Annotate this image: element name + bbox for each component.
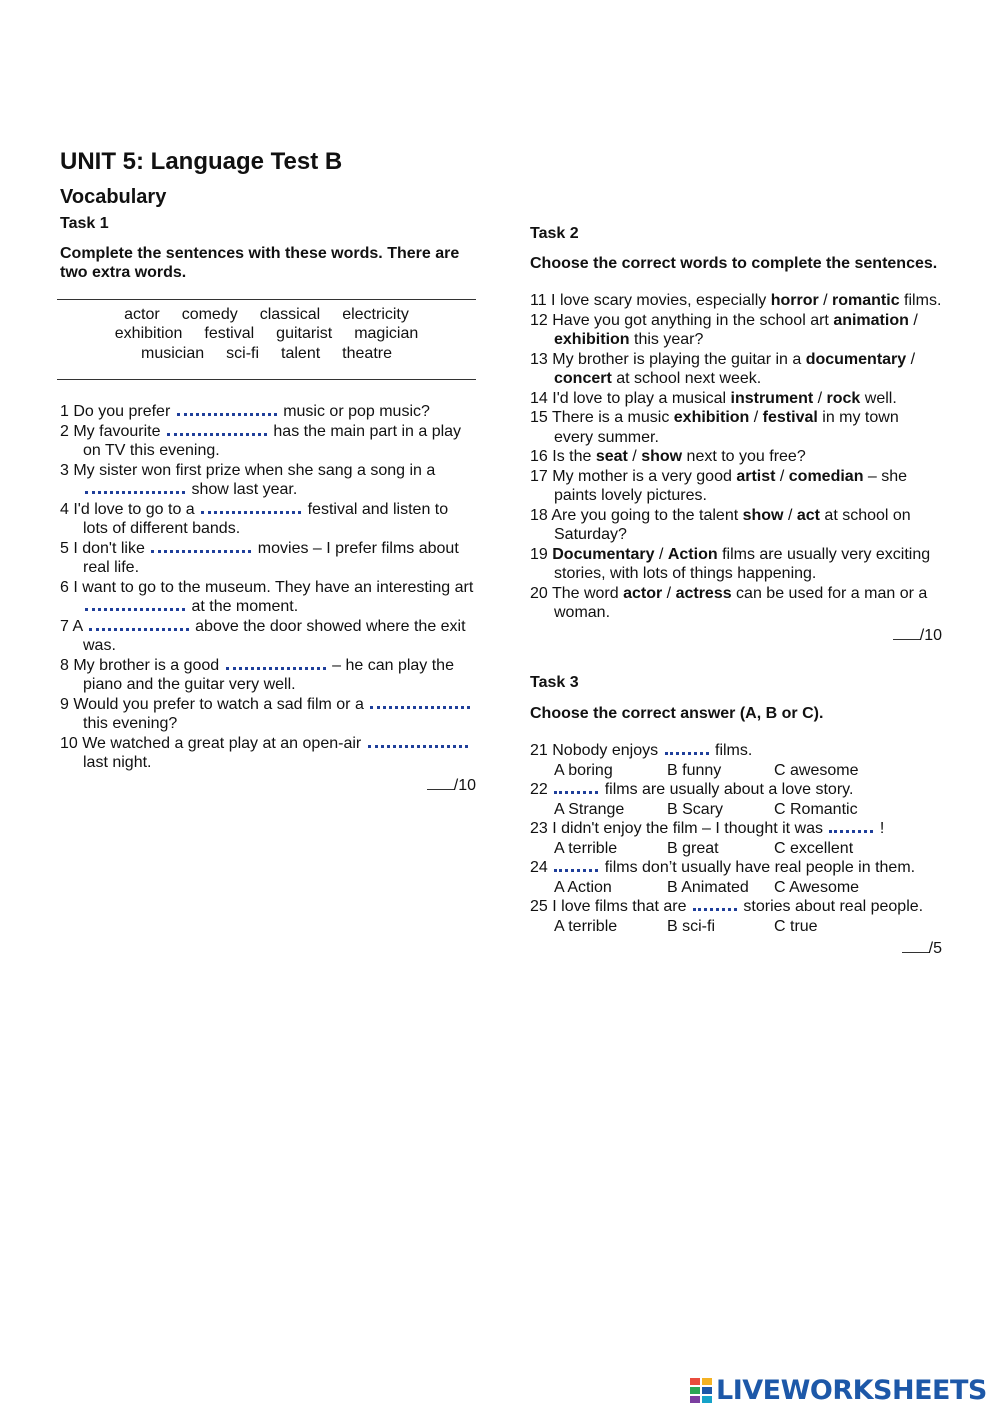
word: exhibition (114, 325, 183, 342)
choice-2[interactable]: festival (762, 409, 818, 426)
question-23: 23 I didn't enjoy the film – I thought it was ! A terrible B great C excellent (530, 819, 942, 858)
task1-score: /10 (60, 775, 476, 796)
word: theatre (342, 344, 392, 362)
task3-score: /5 (530, 938, 942, 959)
task2-instruction: Choose the correct words to complete the sentences. (530, 254, 938, 272)
answer-blank-10[interactable] (368, 736, 468, 748)
choice-2[interactable]: romantic (832, 292, 900, 309)
answer-blank-21[interactable] (665, 743, 709, 755)
word: sci-fi (226, 344, 260, 362)
question-22: 22 films are usually about a love story. A Strange B Scary C Romantic (530, 780, 942, 819)
liveworksheets-logo (690, 1375, 987, 1406)
score-line (893, 625, 920, 640)
answer-options (530, 839, 942, 859)
question-24: 24 films don’t usually have real people in them. A Action B Animated C Awesome (530, 858, 942, 897)
question-18: 18 Are you going to the talent show / act at school on Saturday? (530, 506, 911, 543)
logo-mark-icon (690, 1378, 712, 1403)
word: musician (141, 344, 205, 362)
answer-blank-2[interactable] (167, 424, 267, 436)
choice-2[interactable]: exhibition (554, 331, 630, 348)
task3-heading: Task 3 (530, 674, 579, 691)
question-9: 9 Would you prefer to watch a sad film or a this evening? (60, 695, 476, 734)
task1-column (60, 214, 476, 795)
answer-blank-23[interactable] (829, 821, 873, 833)
question-2: 2 My favourite has the main part in a play on TV this evening. (60, 422, 462, 459)
choice-1[interactable]: show (742, 506, 784, 524)
task3-instruction: Choose the correct answer (A, B or C). (530, 704, 824, 722)
option-a[interactable]: A terrible (554, 839, 618, 857)
task2-score: /10 (530, 625, 942, 646)
choice-1[interactable]: instrument (730, 389, 814, 407)
question-5: 5 I don't like movies – I prefer films about real life. (60, 539, 459, 576)
option-a[interactable]: A Action (554, 878, 612, 896)
choice-2[interactable]: actress (675, 584, 732, 602)
question-4: 4 I'd love to go to a festival and listen to lots of different bands. (60, 500, 449, 537)
choice-1[interactable]: documentary (805, 350, 907, 368)
question-13: 13 My brother is playing the guitar in a documentary / concert at school next week. (530, 350, 916, 387)
word: magician (354, 325, 419, 342)
answer-blank-3[interactable] (85, 482, 185, 494)
word-box (57, 299, 476, 381)
choice-1[interactable]: actor (623, 584, 663, 602)
question-17: 17 My mother is a very good artist / comedian – she paints lovely pictures. (530, 467, 908, 504)
choice-1[interactable]: artist (736, 467, 776, 485)
answer-blank-8[interactable] (226, 658, 326, 670)
choice-2[interactable]: Action (667, 545, 718, 563)
question-19: 19 Documentary / Action films are usually very exciting stories, with lots of things happening. (530, 545, 931, 582)
answer-blank-4[interactable] (201, 502, 301, 514)
word-row (57, 344, 476, 364)
word: festival (204, 325, 255, 342)
question-10: 10 We watched a great play at an open-air last night. (60, 734, 476, 773)
question-6: 6 I want to go to the museum. They have an interesting art at the moment. (60, 578, 474, 615)
task2-heading: Task 2 (530, 225, 579, 242)
answer-blank-22[interactable] (554, 782, 598, 794)
answer-blank-7[interactable] (89, 619, 189, 631)
answer-options (530, 800, 942, 820)
task2-3-column (530, 224, 942, 959)
logo-tile (690, 1387, 700, 1394)
option-c[interactable]: C excellent (774, 839, 854, 857)
option-b[interactable]: B funny (667, 761, 722, 779)
answer-blank-6[interactable] (85, 599, 185, 611)
option-c[interactable]: C true (774, 917, 818, 935)
choice-2[interactable]: show (641, 448, 683, 465)
answer-blank-9[interactable] (370, 697, 470, 709)
choice-2[interactable]: concert (554, 370, 612, 387)
logo-text: LIVEWORKSHEETS (716, 1375, 987, 1406)
choice-1[interactable]: seat (595, 448, 628, 465)
question-14: 14 I'd love to play a musical instrument / rock well. (530, 389, 897, 407)
question-25: 25 I love films that are stories about real people. A terrible B sci-fi C true (530, 897, 942, 936)
choice-1[interactable]: Documentary (552, 545, 655, 563)
page-title: UNIT 5: Language Test B (60, 148, 343, 175)
task1-heading: Task 1 (60, 215, 109, 232)
answer-blank-25[interactable] (693, 899, 737, 911)
task3-block (530, 673, 942, 959)
question-1: 1 Do you prefer music or pop music? (60, 403, 430, 420)
choice-1[interactable]: animation (833, 311, 909, 329)
word: talent (281, 344, 321, 362)
answer-blank-24[interactable] (554, 860, 598, 872)
logo-tile (690, 1378, 700, 1385)
option-a[interactable]: A Strange (554, 800, 625, 818)
option-b[interactable]: B great (667, 839, 719, 857)
task2-items (530, 291, 942, 623)
question-15: 15 There is a music exhibition / festival in my town every summer. (530, 409, 899, 446)
task1-instruction: Complete the sentences with these words. There are two extra words. (60, 244, 460, 281)
logo-tile (702, 1396, 712, 1403)
word: guitarist (276, 325, 333, 342)
question-11: 11 I love scary movies, especially horror / romantic films. (530, 292, 942, 309)
question-21: 21 Nobody enjoys films. A boring B funny C awesome (530, 741, 942, 780)
question-20: 20 The word actor / actress can be used for a man or a woman. (530, 584, 928, 621)
logo-tile (690, 1396, 700, 1403)
choice-2[interactable]: rock (826, 389, 861, 407)
word: comedy (181, 305, 238, 323)
word: electricity (342, 305, 409, 323)
score-line (902, 938, 929, 953)
score-line (427, 775, 454, 790)
option-c[interactable]: C Awesome (774, 878, 860, 896)
answer-blank-5[interactable] (151, 541, 251, 553)
word-row (57, 305, 476, 325)
question-16: 16 Is the seat / show next to you free? (530, 448, 806, 465)
section-title: Vocabulary (60, 186, 167, 208)
option-c[interactable]: C Romantic (774, 800, 858, 818)
answer-options (530, 878, 942, 898)
option-a[interactable]: A terrible (554, 917, 618, 935)
answer-blank-1[interactable] (177, 404, 277, 416)
logo-tile (702, 1387, 712, 1394)
choice-1[interactable]: exhibition (673, 409, 750, 426)
option-c[interactable]: C awesome (774, 761, 859, 779)
question-8: 8 My brother is a good – he can play the piano and the guitar very well. (60, 656, 454, 693)
question-12: 12 Have you got anything in the school art animation / exhibition this year? (530, 311, 918, 348)
option-a[interactable]: A boring (554, 761, 613, 779)
choice-2[interactable]: comedian (788, 467, 864, 485)
option-b[interactable]: B Animated (667, 878, 749, 896)
question-3: 3 My sister won first prize when she sang a song in a show last year. (60, 461, 436, 498)
choice-2[interactable]: act (796, 506, 820, 524)
task3-items (530, 741, 942, 936)
logo-tile (702, 1378, 712, 1385)
question-7: 7 A above the door showed where the exit was. (60, 617, 466, 654)
answer-options (530, 917, 942, 937)
choice-1[interactable]: horror (770, 292, 819, 309)
word: actor (124, 305, 160, 323)
option-b[interactable]: B Scary (667, 800, 724, 818)
word-row (57, 324, 476, 344)
word: classical (259, 305, 321, 323)
option-b[interactable]: B sci-fi (667, 917, 715, 935)
answer-options (530, 761, 942, 781)
task1-items (60, 402, 476, 773)
